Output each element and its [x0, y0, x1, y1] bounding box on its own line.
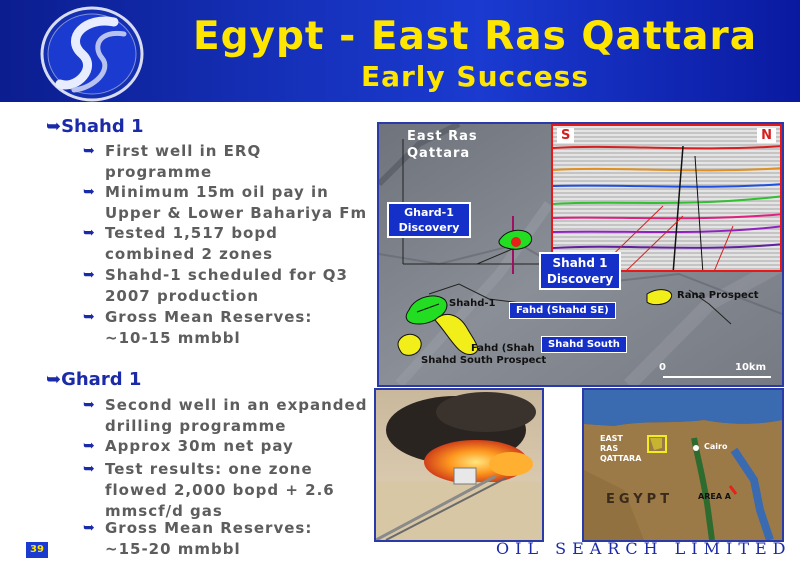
shahd1-well-label: Shahd-1	[449, 298, 496, 309]
bullet-item: ➥ Approx 30m net pay	[83, 437, 294, 455]
section-heading-ghard: ➥Ghard 1	[46, 369, 142, 390]
bullet-item: ➥ Minimum 15m oil pay in Upper & Lower Bahariya Fm	[83, 183, 368, 222]
seismic-horizons	[553, 126, 782, 272]
scale-end-label: 10km	[735, 362, 766, 373]
fahd-prospect-label: Fahd (Shah	[471, 343, 535, 354]
bullet-arrow-icon: ➥	[46, 116, 62, 137]
bullet-arrow-icon: ➥	[46, 369, 62, 390]
bullet-arrow-icon: ➥	[83, 184, 96, 200]
area-title: East Ras Qattara	[407, 129, 478, 161]
bullet-item: ➥ Gross Mean Reserves: ~10-15 mmbbl	[83, 308, 313, 347]
shahd-south-label: Shahd South	[541, 336, 627, 353]
bullet-item: ➥ Test results: one zone flowed 2,000 bopd + 2.6 mmscf/d gas	[83, 460, 335, 520]
area-a-label: AREA A	[698, 492, 731, 501]
well-test-flare-photo	[374, 388, 544, 542]
title-banner	[0, 0, 800, 102]
seismic-north-label: N	[757, 128, 776, 143]
bullet-arrow-icon: ➥	[83, 438, 96, 454]
bullet-arrow-icon: ➥	[83, 309, 96, 325]
egypt-map-image	[584, 390, 782, 540]
bullet-arrow-icon: ➥	[83, 143, 96, 159]
bullet-arrow-icon: ➥	[83, 520, 96, 536]
flare-photo-image	[376, 390, 542, 540]
slide-title: Egypt - East Ras Qattara	[192, 14, 758, 59]
egypt-location-map	[582, 388, 784, 542]
bullet-item: ➥ Second well in an expanded drilling programme	[83, 396, 368, 435]
bullet-item: ➥ Gross Mean Reserves: ~15-20 mmbbl	[83, 519, 313, 558]
bullet-arrow-icon: ➥	[83, 225, 96, 241]
oil-search-logo	[38, 4, 146, 104]
fahd-shahd-se-label: Fahd (Shahd SE)	[509, 302, 616, 319]
page-number: 39	[26, 542, 48, 558]
seismic-south-label: S	[557, 128, 574, 143]
cairo-label: Cairo	[704, 442, 728, 451]
scale-start-label: 0	[659, 362, 666, 373]
bullet-item: ➥ Shahd-1 scheduled for Q3 2007 production	[83, 266, 348, 305]
erq-location-label: EAST RAS QATTARA	[600, 434, 642, 463]
bullet-item: ➥ Tested 1,517 bopd combined 2 zones	[83, 224, 278, 263]
bullet-item: ➥ First well in ERQ programme	[83, 142, 262, 181]
seismic-section-image	[551, 124, 782, 272]
bullet-arrow-icon: ➥	[83, 461, 96, 477]
country-label: EGYPT	[606, 492, 674, 507]
bullet-arrow-icon: ➥	[83, 267, 96, 283]
slide-subtitle: Early Success	[360, 60, 590, 93]
ghard-discovery-callout: Ghard-1 Discovery	[387, 202, 471, 238]
section-heading-shahd: ➥Shahd 1	[46, 116, 144, 137]
shahd-south-prospect-label: Shahd South Prospect	[421, 355, 547, 366]
erq-satellite-map	[377, 122, 784, 387]
shahd-discovery-callout: Shahd 1 Discovery	[539, 252, 621, 290]
bullet-arrow-icon: ➥	[83, 397, 96, 413]
company-name: OIL SEARCH LIMITED	[496, 539, 792, 558]
rana-prospect-label: Rana Prospect	[677, 290, 759, 301]
